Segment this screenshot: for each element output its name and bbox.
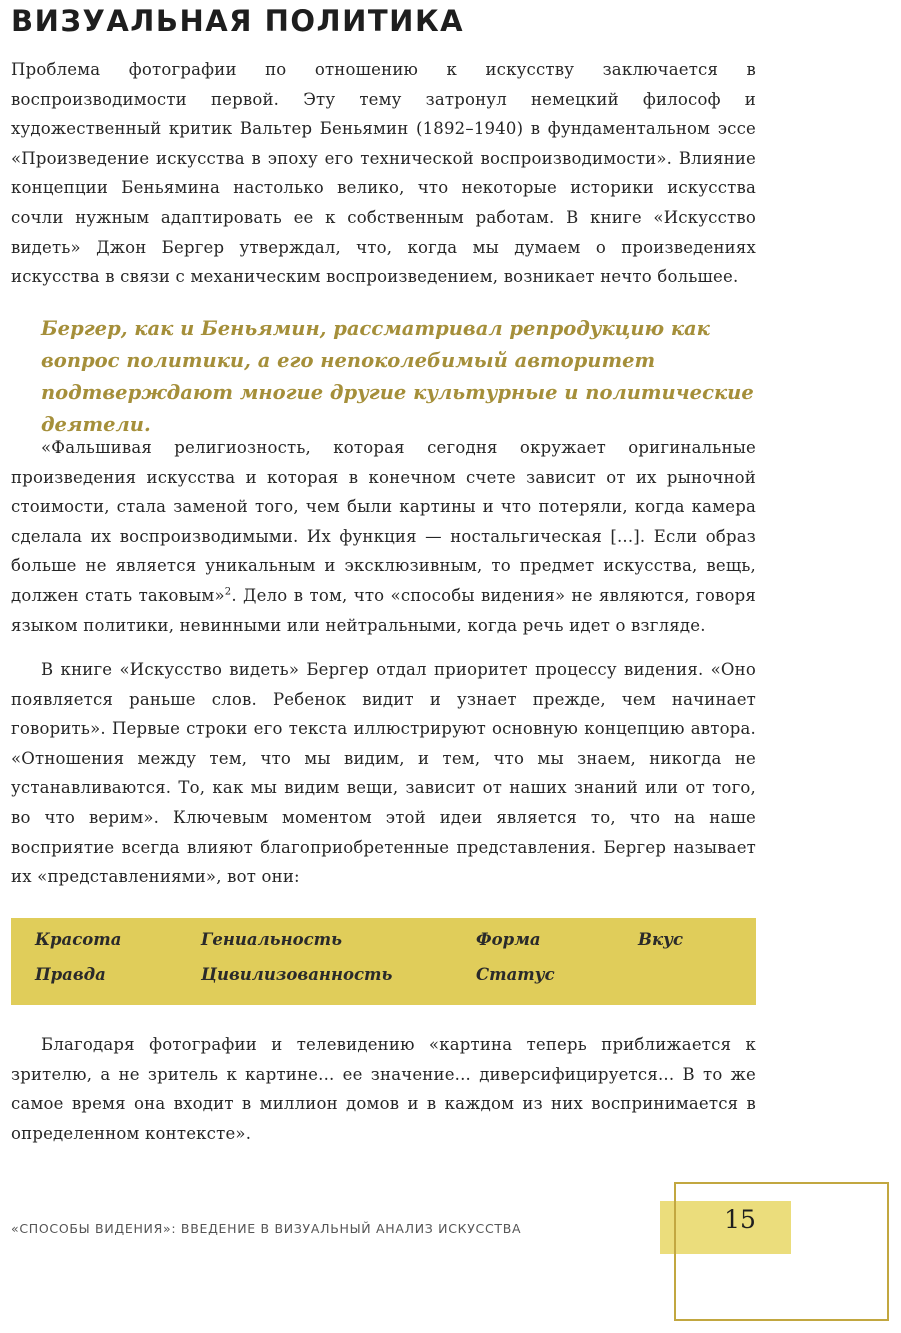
- term-status: Статус: [476, 965, 555, 984]
- body-paragraph-1: Проблема фотографии по отношению к искусству заключается в воспроизводимости первой. Эту тему затронул немецкий философ и художественный критик Вальтер Беньямин (1892–1940) в фундаментальном эссе «Произведение искусства в эпоху его технической воспроизводимости». Влияние концепции Беньямина настолько велико, что некоторые историки искусства сочли нужным адаптировать ее к собственным работам. В книге «Искусство видеть» Джон Бергер утверждал, что, когда мы думаем о произведениях искусства в связи с механическим воспроизведением, возникает нечто большее.: [11, 60, 756, 287]
- paragraph-2-text-end: . Дело в том, что «способы видения» не являются, говоря языком политики, невинными или нейтральными, когда речь идет о взгляде.: [11, 585, 756, 635]
- body-paragraph-4: Благодаря фотографии и телевидению «картина теперь приближается к зрителю, а не зритель к картине... ее значение... диверсифицируется... В то же самое время она входит в миллион домов и в каждом из них воспринимается в определенном контексте».: [11, 1035, 756, 1143]
- representations-box: [11, 918, 756, 1005]
- body-paragraph-3: В книге «Искусство видеть» Бергер отдал приоритет процессу видения. «Оно появляется раньше слов. Ребенок видит и узнает прежде, чем начинает говорить». Первые строки его текста иллюстрируют основную концепцию автора. «Отношения между тем, что мы видим, и тем, что мы знаем, никогда не устанавливаются. То, как мы видим вещи, зависит от наших знаний или от того, во что верим». Ключевым моментом этой идеи является то, что на наше восприятие всегда влияют благоприобретенные представления. Бергер называет их «представлениями», вот они:: [11, 660, 756, 887]
- running-title: «СПОСОБЫ ВИДЕНИЯ»: ВВЕДЕНИЕ В ВИЗУАЛЬНЫЙ АНАЛИЗ ИСКУССТВА: [11, 1221, 522, 1236]
- term-form: Форма: [476, 930, 541, 949]
- pull-quote: Бергер, как и Беньямин, рассматривал репродукцию как вопрос политики, а его непоколебимый авторитет подтверждают многие другие культурные и политические деятели.: [41, 317, 754, 436]
- page-number-frame: [674, 1182, 889, 1321]
- term-truth: Правда: [35, 965, 106, 984]
- footnote-reference: 2: [224, 586, 232, 598]
- body-paragraph-2: [11, 433, 756, 640]
- term-taste: Вкус: [638, 930, 684, 949]
- term-civilization: Цивилизованность: [201, 965, 393, 984]
- term-genius: Гениальность: [201, 930, 342, 949]
- term-beauty: Красота: [35, 930, 122, 949]
- section-heading: ВИЗУАЛЬНАЯ ПОЛИТИКА: [11, 4, 465, 38]
- page-number: 15: [724, 1205, 756, 1234]
- paragraph-2-text-start: «Фальшивая религиозность, которая сегодня окружает оригинальные произведения искусства и которая в конечном счете зависит от их рыночной стоимости, стала заменой того, чем были картины и что потеряли, когда камера сделала их воспроизводимыми. Их функция — ностальгическая [...]. Если образ больше не является уникальным и эксклюзивным, то предмет искусства, вещь, должен стать таковым»: [11, 438, 756, 605]
